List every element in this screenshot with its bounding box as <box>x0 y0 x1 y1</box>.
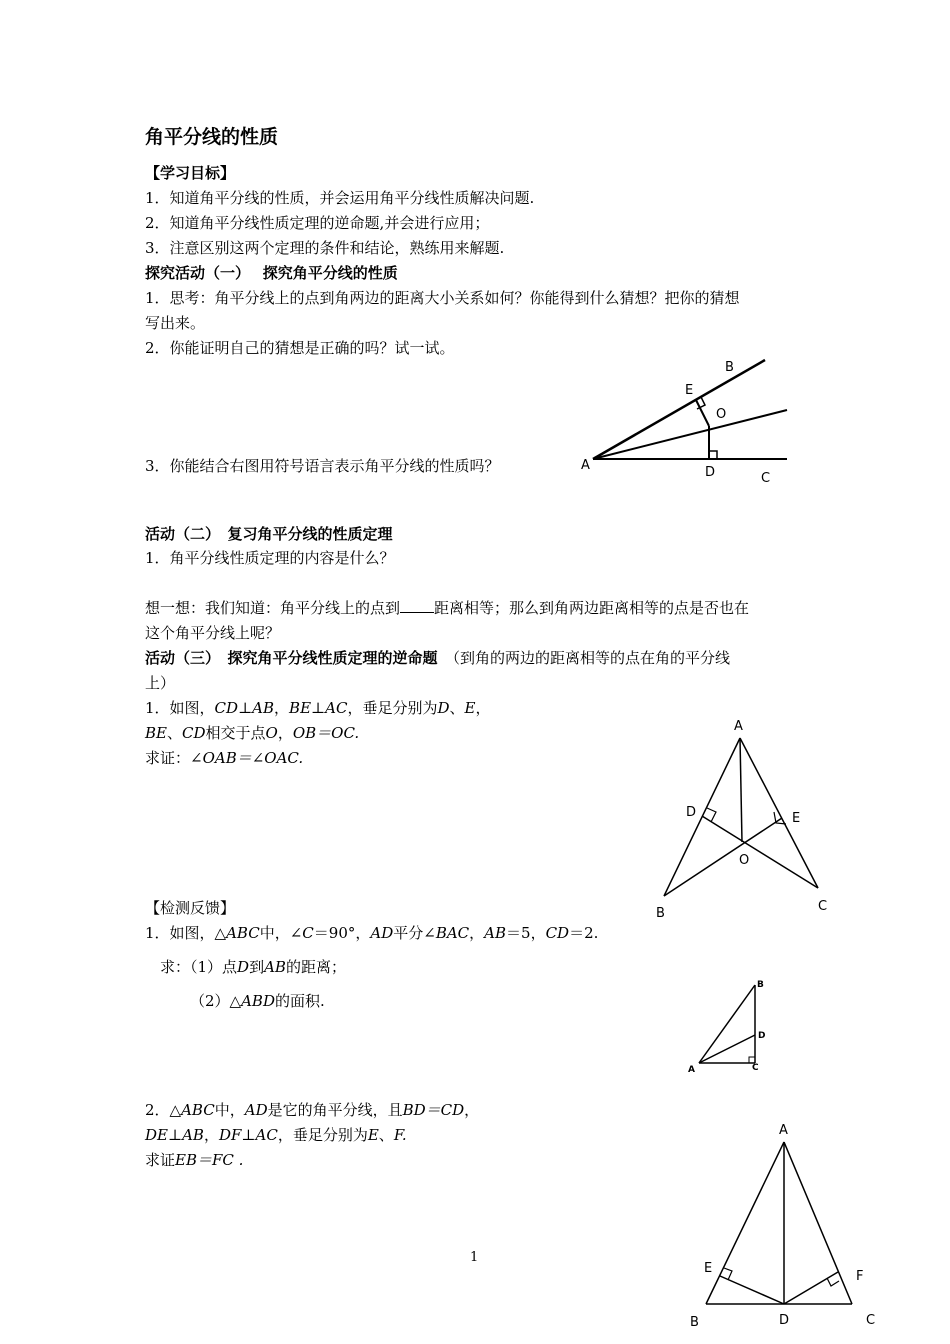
var: AB <box>252 699 275 717</box>
var: AC <box>255 1126 278 1144</box>
var: BE <box>289 699 312 717</box>
var: DE <box>145 1126 168 1144</box>
text: 的距离； <box>285 958 346 976</box>
activity2-think-line1 <box>145 598 749 618</box>
feedback-p1-ask2 <box>190 991 325 1011</box>
label-D: D <box>686 805 697 820</box>
label-C: C <box>818 899 828 914</box>
var: ABC <box>226 924 260 942</box>
text: 到 <box>249 958 265 976</box>
var: CD <box>545 924 570 942</box>
feedback-p2-line2 <box>145 1125 407 1145</box>
perp-symbol: ⊥ <box>241 1126 256 1144</box>
var: CD <box>214 699 239 717</box>
perp-symbol: ⊥ <box>238 699 253 717</box>
activity2-q1: 1．角平分线性质定理的内容是什么？ <box>145 549 395 567</box>
text: 求：（1）点 <box>160 958 238 976</box>
text: 是它的角平分线，且 <box>267 1101 403 1119</box>
label-D: D <box>705 465 716 480</box>
triangle-altitudes-figure <box>650 712 840 927</box>
label-C: C <box>866 1313 876 1328</box>
label-B: B <box>690 1315 699 1330</box>
feedback-p1-ask1 <box>160 957 346 977</box>
var: E <box>367 1126 379 1144</box>
text: 、 <box>166 724 182 742</box>
label-C: C <box>752 1063 759 1073</box>
var: BD＝CD <box>402 1101 465 1119</box>
var: E <box>464 699 476 717</box>
var: AB <box>264 958 286 976</box>
activity1-q3: 3．你能结合右图用符号语言表示角平分线的性质吗？ <box>145 457 500 475</box>
objective-item: 3．注意区别这两个定理的条件和结论，熟练用来解题. <box>145 239 505 257</box>
text: ＝90°， <box>313 924 371 942</box>
activity1-q2: 2．你能证明自己的猜想是正确的吗？试一试。 <box>145 339 455 357</box>
think-pre: 想一想：我们知道：角平分线上的点到 <box>145 599 401 617</box>
activity1-q1-line2: 写出来。 <box>145 314 206 332</box>
fill-blank[interactable] <box>400 598 434 613</box>
label-E: E <box>792 811 801 826</box>
activity3-q1-line2 <box>145 723 359 743</box>
label-B: B <box>656 906 665 921</box>
activity3-note: （到角的两边的距离相等的点在角的平分线 <box>437 649 731 667</box>
prove-label: 求证 <box>145 1151 176 1169</box>
var: CD <box>182 724 206 742</box>
text: 、 <box>378 1126 394 1144</box>
label-A: A <box>688 1065 695 1075</box>
var: DF <box>218 1126 242 1144</box>
var: C <box>302 924 314 942</box>
text: ， <box>475 699 491 717</box>
feedback-heading: 【检测反馈】 <box>145 899 236 917</box>
label-A: A <box>734 719 743 734</box>
text: ，垂足分别为 <box>347 699 438 717</box>
objectives-heading: 【学习目标】 <box>145 164 236 182</box>
feedback-p2-prove <box>145 1150 243 1170</box>
var: AD <box>370 924 394 942</box>
text: 2．△ <box>145 1101 182 1119</box>
text: ， <box>274 699 290 717</box>
activity1-heading: 探究活动（一） 探究角平分线的性质 <box>145 264 398 282</box>
var: OB＝OC. <box>292 724 360 742</box>
activity2-think-line2: 这个角平分线上呢？ <box>145 624 281 642</box>
label-B: B <box>757 980 764 990</box>
var: AB <box>182 1126 204 1144</box>
var: AD <box>244 1101 268 1119</box>
activity3-heading-line <box>145 648 730 668</box>
prove-expr: ∠OAB＝∠OAC. <box>190 749 304 767</box>
text: 、 <box>449 699 465 717</box>
objective-item: 2．知道角平分线性质定理的逆命题,并会进行应用； <box>145 214 490 232</box>
text: 1．如图，△ <box>145 924 227 942</box>
prove-expr: EB＝FC . <box>175 1151 244 1169</box>
text: ＝5， <box>506 924 546 942</box>
text: 中， <box>214 1101 245 1119</box>
isosceles-triangle-figure <box>690 1118 885 1342</box>
var: ABD <box>241 992 275 1010</box>
activity2-heading: 活动（二） 复习角平分线的性质定理 <box>145 525 393 543</box>
text: 的面积. <box>274 992 325 1010</box>
page-number: 1 <box>470 1250 479 1265</box>
label-E: E <box>704 1261 713 1276</box>
label-O: O <box>716 407 727 422</box>
text: 1．如图， <box>145 699 215 717</box>
think-post: 距离相等；那么到角两边距离相等的点是否也在 <box>434 599 750 617</box>
label-E: E <box>685 383 694 398</box>
activity3-prove <box>145 748 303 768</box>
objective-item: 1．知道角平分线的性质，并会运用角平分线性质解决问题. <box>145 189 535 207</box>
var: AB <box>484 924 507 942</box>
text: ＝2. <box>569 924 599 942</box>
text: ， <box>464 1101 480 1119</box>
page-title: 角平分线的性质 <box>145 126 279 148</box>
text: 中，∠ <box>259 924 303 942</box>
text: ， <box>277 724 293 742</box>
right-triangle-figure <box>685 975 770 1075</box>
label-B: B <box>725 360 734 375</box>
perp-symbol: ⊥ <box>167 1126 183 1144</box>
prove-label: 求证： <box>145 749 191 767</box>
var: O <box>265 724 278 742</box>
text: 平分∠ <box>393 924 436 942</box>
activity3-note-line2: 上） <box>145 674 176 692</box>
label-A: A <box>581 458 590 473</box>
label-C: C <box>761 471 771 486</box>
var: D <box>237 958 250 976</box>
label-O: O <box>739 853 750 868</box>
label-D: D <box>779 1313 790 1328</box>
var: ABC <box>181 1101 215 1119</box>
text: （2）△ <box>190 992 242 1010</box>
label-D: D <box>758 1031 766 1041</box>
label-A: A <box>779 1123 788 1138</box>
activity3-heading: 活动（三） 探究角平分线性质定理的逆命题 <box>145 649 438 667</box>
activity1-q1-line1: 1．思考：角平分线上的点到角两边的距离大小关系如何？你能得到什么猜想？把你的猜想 <box>145 289 740 307</box>
var: AC <box>325 699 348 717</box>
feedback-p1-line1 <box>145 923 598 943</box>
var: D <box>437 699 450 717</box>
var: F. <box>393 1126 407 1144</box>
text: ， <box>203 1126 219 1144</box>
text: ， <box>469 924 485 942</box>
perp-symbol: ⊥ <box>311 699 326 717</box>
text: ，垂足分别为 <box>277 1126 368 1144</box>
activity3-q1-line1 <box>145 698 490 718</box>
text: 相交于点 <box>205 724 266 742</box>
var: BE <box>145 724 167 742</box>
var: BAC <box>435 924 470 942</box>
feedback-p2-line1 <box>145 1100 479 1120</box>
angle-bisector-figure <box>575 352 800 492</box>
label-F: F <box>856 1269 864 1284</box>
